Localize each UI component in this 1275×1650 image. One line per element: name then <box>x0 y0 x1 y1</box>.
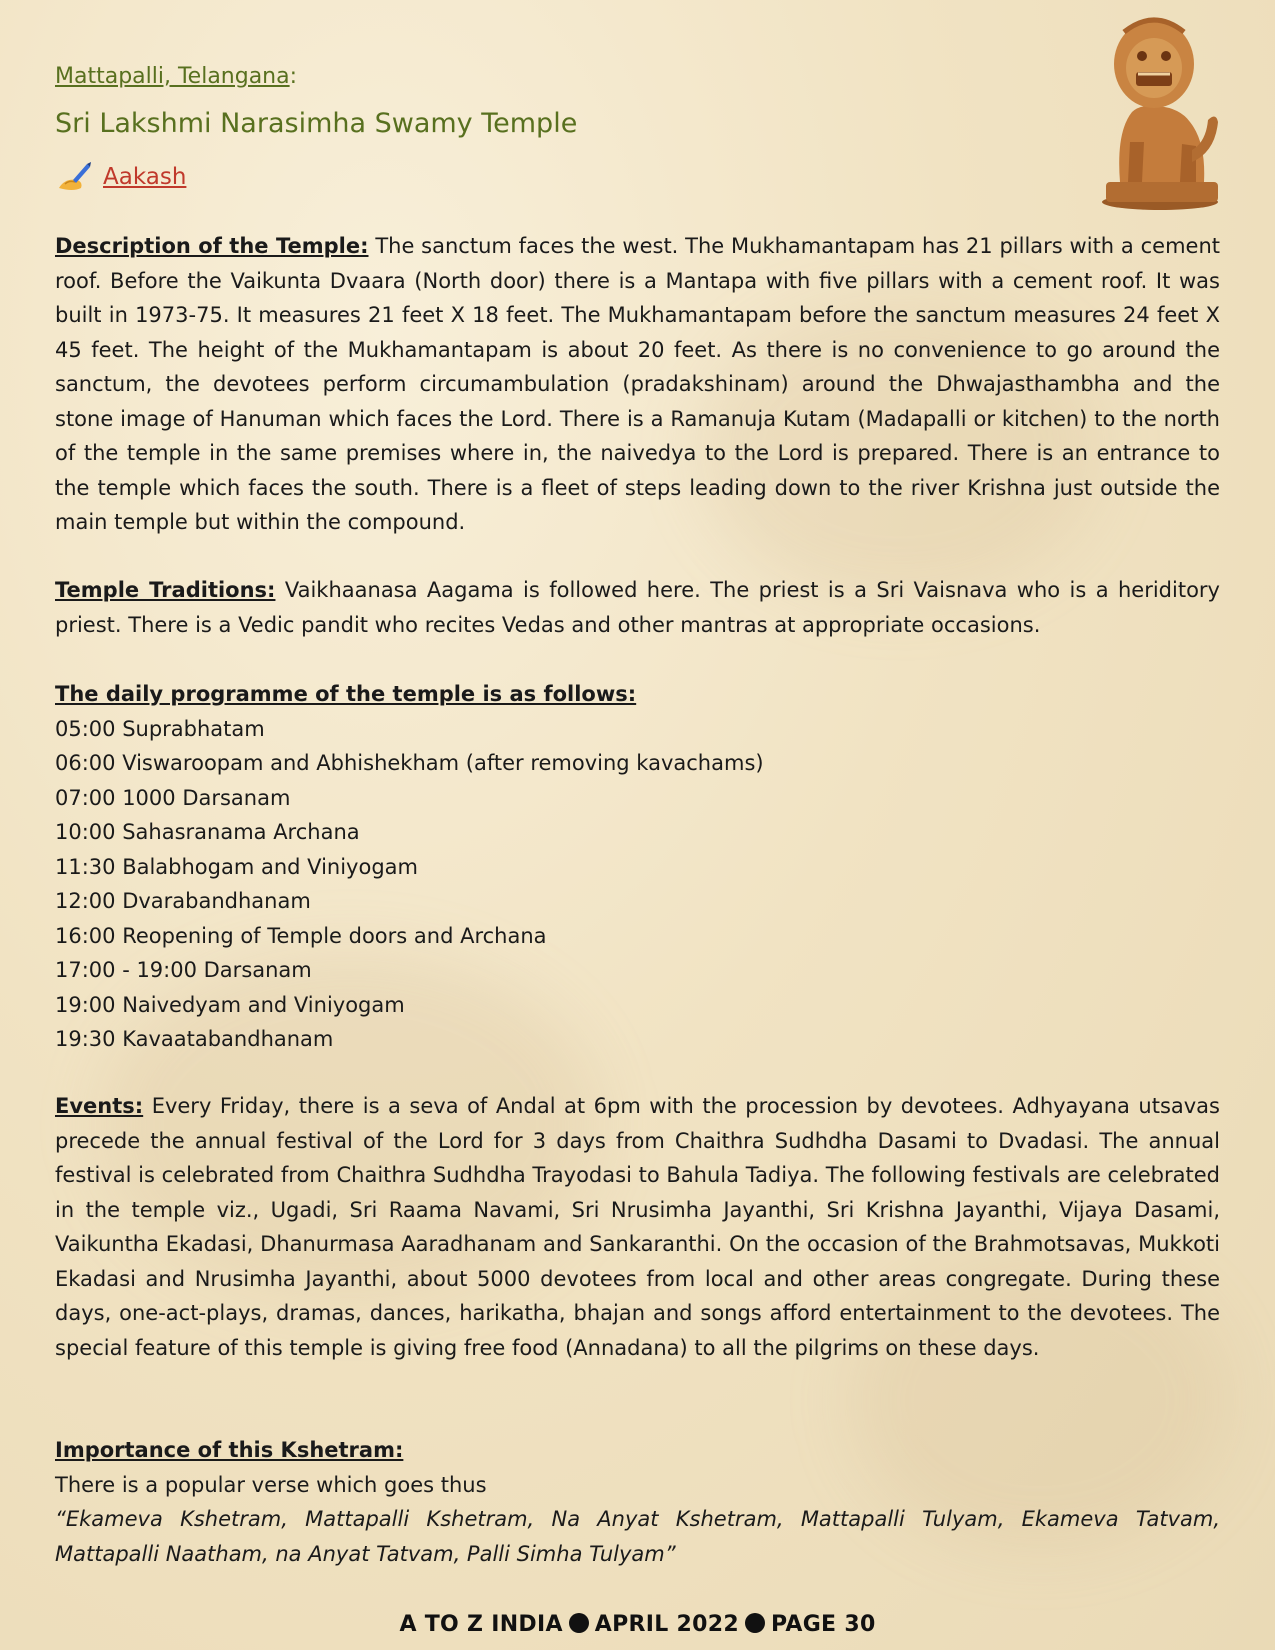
page-footer <box>0 1612 1275 1637</box>
schedule-list <box>55 712 1220 1057</box>
schedule-item: 11:30 Balabhogam and Viniyogam <box>55 854 418 879</box>
traditions-text: Vaikhaanasa Aagama is followed here. The priest is a Sri Vaisnava who is a heriditory priest. There is a Vedic pandit who recites Vedas and other mantras at appropriate occasions. <box>55 578 1220 637</box>
traditions-heading: Temple Traditions: <box>55 578 276 602</box>
schedule-item: 17:00 - 19:00 Darsanam <box>55 958 312 982</box>
schedule-item: 19:00 Naivedyam and Viniyogam <box>55 992 405 1017</box>
description-section <box>55 229 1220 540</box>
events-section <box>55 1089 1220 1365</box>
footer-magazine: A TO Z INDIA <box>399 1612 563 1637</box>
schedule-item: 12:00 Dvarabandhanam <box>55 889 311 913</box>
events-heading: Events: <box>55 1094 144 1118</box>
schedule-item: 19:30 Kavaatabandhanam <box>55 1027 334 1051</box>
author-byline <box>55 158 186 196</box>
writing-hand-icon <box>55 158 93 196</box>
footer-issue: APRIL 2022 <box>594 1612 739 1637</box>
daily-programme-section <box>55 677 1220 1057</box>
importance-section <box>55 1433 1220 1571</box>
bullet-dot-icon <box>745 1613 765 1633</box>
traditions-section <box>55 573 1220 642</box>
description-heading: Description of the Temple: <box>55 234 369 258</box>
daily-programme-heading: The daily programme of the temple is as follows: <box>55 682 637 706</box>
bullet-dot-icon <box>569 1613 589 1633</box>
importance-verse: “Ekameva Kshetram, Mattapalli Kshetram, Na Anyat Kshetram, Mattapalli Tulyam, Ekameva Tatvam, Mattapalli Naatham, na Anyat Tatvam, Palli Simha Tulyam” <box>55 1507 1220 1566</box>
place-line <box>55 64 297 89</box>
footer-page: PAGE 30 <box>770 1612 876 1637</box>
schedule-item: 06:00 Viswaroopam and Abhishekham (after removing kavachams) <box>55 751 764 775</box>
place-colon: : <box>289 64 298 89</box>
schedule-item: 07:00 1000 Darsanam <box>55 785 291 810</box>
temple-title: Sri Lakshmi Narasimha Swamy Temple <box>55 108 578 139</box>
schedule-item: 10:00 Sahasranama Archana <box>55 820 360 844</box>
events-text: Every Friday, there is a seva of Andal at 6pm with the procession by devotees. Adhyayana utsavas precede the annual festival of the Lord for 3 days from Chaithra Sudhdha Dasami to Dvadasi. The annual festival is celebrated from Chaithra Sudhdha Trayodasi to Bahula Tadiya. The following festivals are celebrated in the temple viz., Ugadi, Sri Raama Navami, Sri Nrusimha Jayanthi, Sri Krishna Jayanthi, Vijaya Dasami, Vaikuntha Ekadasi, Dhanurmasa Aaradhanam and Sankaranthi. On the occasion of the Brahmotsavas, Mukkoti Ekadasi and Nrusimha Jayanthi, about 5000 devotees from local and other areas congregate. During these days, one-act-plays, dramas, dances, harikatha, bhajan and songs afford entertainment to the devotees. The special feature of this temple is giving free food (Annadana) to all the pilgrims on these days. <box>55 1094 1220 1360</box>
schedule-item: 16:00 Reopening of Temple doors and Archana <box>55 923 547 948</box>
author-link[interactable]: Aakash <box>103 164 187 190</box>
importance-intro: There is a popular verse which goes thus <box>55 1472 487 1497</box>
schedule-item: 05:00 Suprabhatam <box>55 716 265 741</box>
importance-heading: Importance of this Kshetram: <box>55 1438 404 1462</box>
lion-statue-icon <box>1100 12 1225 212</box>
description-text: The sanctum faces the west. The Mukhamantapam has 21 pillars with a cement roof. Before the Vaikunta Dvaara (North door) there is a Mantapa with five pillars with a cement roof. It was built in 1973-75. It measures 21 feet X 18 feet. The Mukhamantapam before the sanctum measures 24 feet X 45 feet. The height of the Mukhamantapam is about 20 feet. As there is no convenience to go around the sanctum, the devotees perform circumambulation (pradakshinam) around the Dhwajasthambha and the stone image of Hanuman which faces the Lord. There is a Ramanuja Kutam (Madapalli or kitchen) to the north of the temple in the same premises where in, the naivedya to the Lord is prepared. There is an entrance to the temple which faces the south. There is a fleet of steps leading down to the river Krishna just outside the main temple but within the compound. <box>55 234 1220 534</box>
place-name[interactable]: Mattapalli, Telangana <box>55 64 290 89</box>
